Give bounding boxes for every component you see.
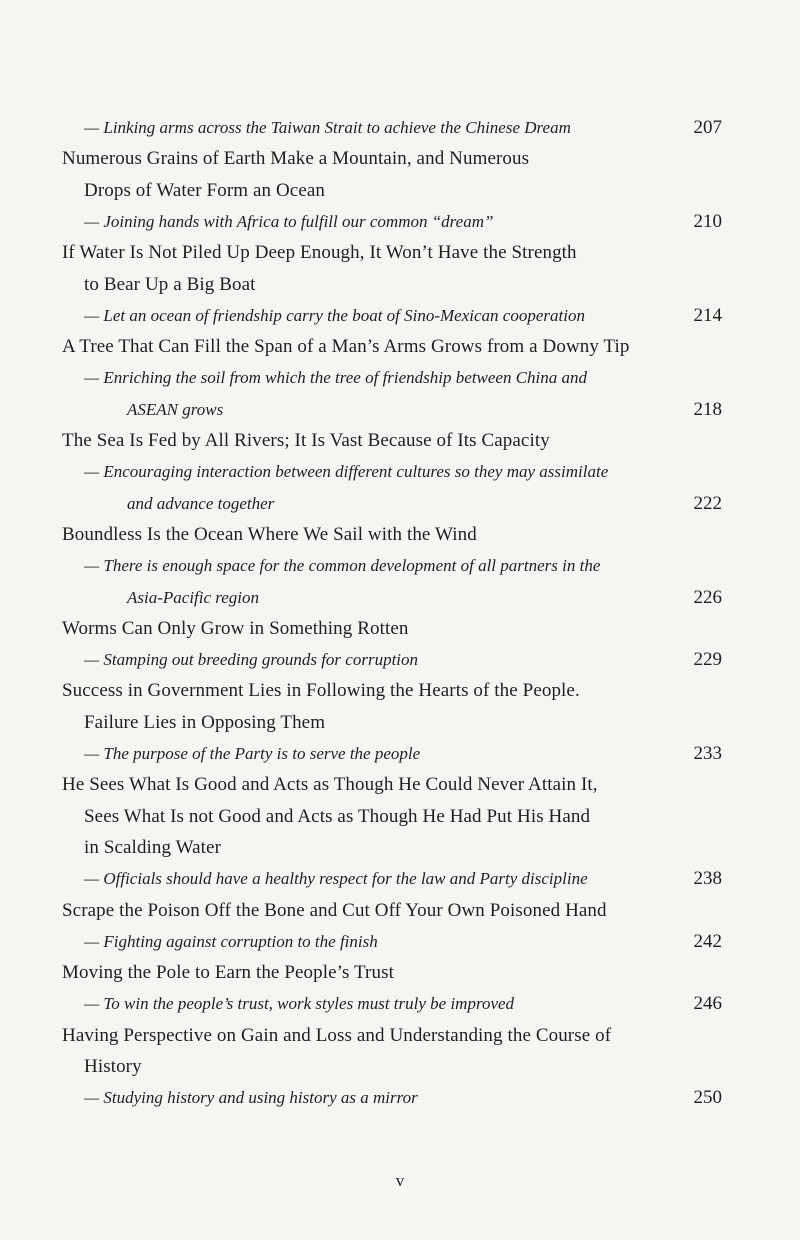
entry-title-continuation: History [84,1056,142,1077]
entry-page-number: 214 [693,304,722,326]
entry-subtitle: — Joining hands with Africa to fulfill our common “dream” [84,211,494,231]
page-folio: v [395,1171,405,1190]
entry-page-number: 246 [693,993,722,1015]
entry-title: Worms Can Only Grow in Something Rotten [62,617,409,639]
entry-title-continuation: in Scalding Water [84,836,222,858]
entry-page-number: 250 [693,1087,722,1109]
entry-title-continuation: to Bear Up a Big Boat [84,273,256,295]
entry-subtitle: — Let an ocean of friendship carry the boat of Sino-Mexican cooperation [84,305,585,325]
entry-page-number: 226 [693,586,722,608]
entry-page-number: 229 [693,649,722,671]
entry-page-number: 210 [693,210,722,232]
entry-title-continuation: Drops of Water Form an Ocean [84,179,325,201]
entry-subtitle: — Linking arms across the Taiwan Strait to achieve the Chinese Dream [84,118,571,137]
entry-title: A Tree That Can Fill the Span of a Man’s Arms Grows from a Downy Tip [62,336,630,358]
entry-subtitle: — The purpose of the Party is to serve the people [84,744,421,763]
entry-page-number: 242 [693,930,722,952]
entry-title: The Sea Is Fed by All Rivers; It Is Vast Because of Its Capacity [62,430,550,451]
entry-subtitle: — Studying history and using history as a mirror [84,1088,418,1108]
bleed-through-texture [560,90,800,780]
entry-subtitle: — Encouraging interaction between different cultures so they may assimilate [84,462,609,482]
entry-page-number: 218 [693,398,722,420]
entry-page-number: 233 [693,743,722,764]
entry-title: Numerous Grains of Earth Make a Mountain, and Numerous [62,148,530,170]
entry-title: Having Perspective on Gain and Loss and Understanding the Course of [62,1024,612,1046]
entry-title: He Sees What Is Good and Acts as Though He Could Never Attain It, [62,774,598,796]
entry-title: Scrape the Poison Off the Bone and Cut Off Your Own Poisoned Hand [62,899,607,921]
entry-subtitle-continuation: Asia-Pacific region [127,587,260,607]
entry-title: Moving the Pole to Earn the People’s Trust [62,962,394,984]
entry-subtitle: — To win the people’s trust, work styles must truly be improved [84,994,515,1014]
entry-title-continuation: Sees What Is not Good and Acts as Though He Had Put His Hand [84,805,591,827]
entry-subtitle: — Enriching the soil from which the tree of friendship between China and [84,368,588,388]
entry-page-number: 238 [693,868,722,890]
entry-subtitle-continuation: and advance together [127,493,275,513]
entry-title: Boundless Is the Ocean Where We Sail with the Wind [62,523,477,545]
entry-title: Success in Government Lies in Following the Hearts of the People. [62,680,580,702]
entry-subtitle: — Fighting against corruption to the finish [84,931,378,951]
entry-subtitle: — There is enough space for the common development of all partners in the [84,556,601,576]
entry-subtitle: — Stamping out breeding grounds for corruption [84,650,419,670]
entry-title-continuation: Failure Lies in Opposing Them [84,711,326,733]
entry-page-number: 222 [693,492,722,514]
entry-subtitle-continuation: ASEAN grows [127,399,224,419]
entry-subtitle: — Officials should have a healthy respect for the law and Party discipline [84,869,588,889]
entry-title: If Water Is Not Piled Up Deep Enough, It Won’t Have the Strength [62,242,577,264]
entry-page-number: 207 [693,117,722,138]
